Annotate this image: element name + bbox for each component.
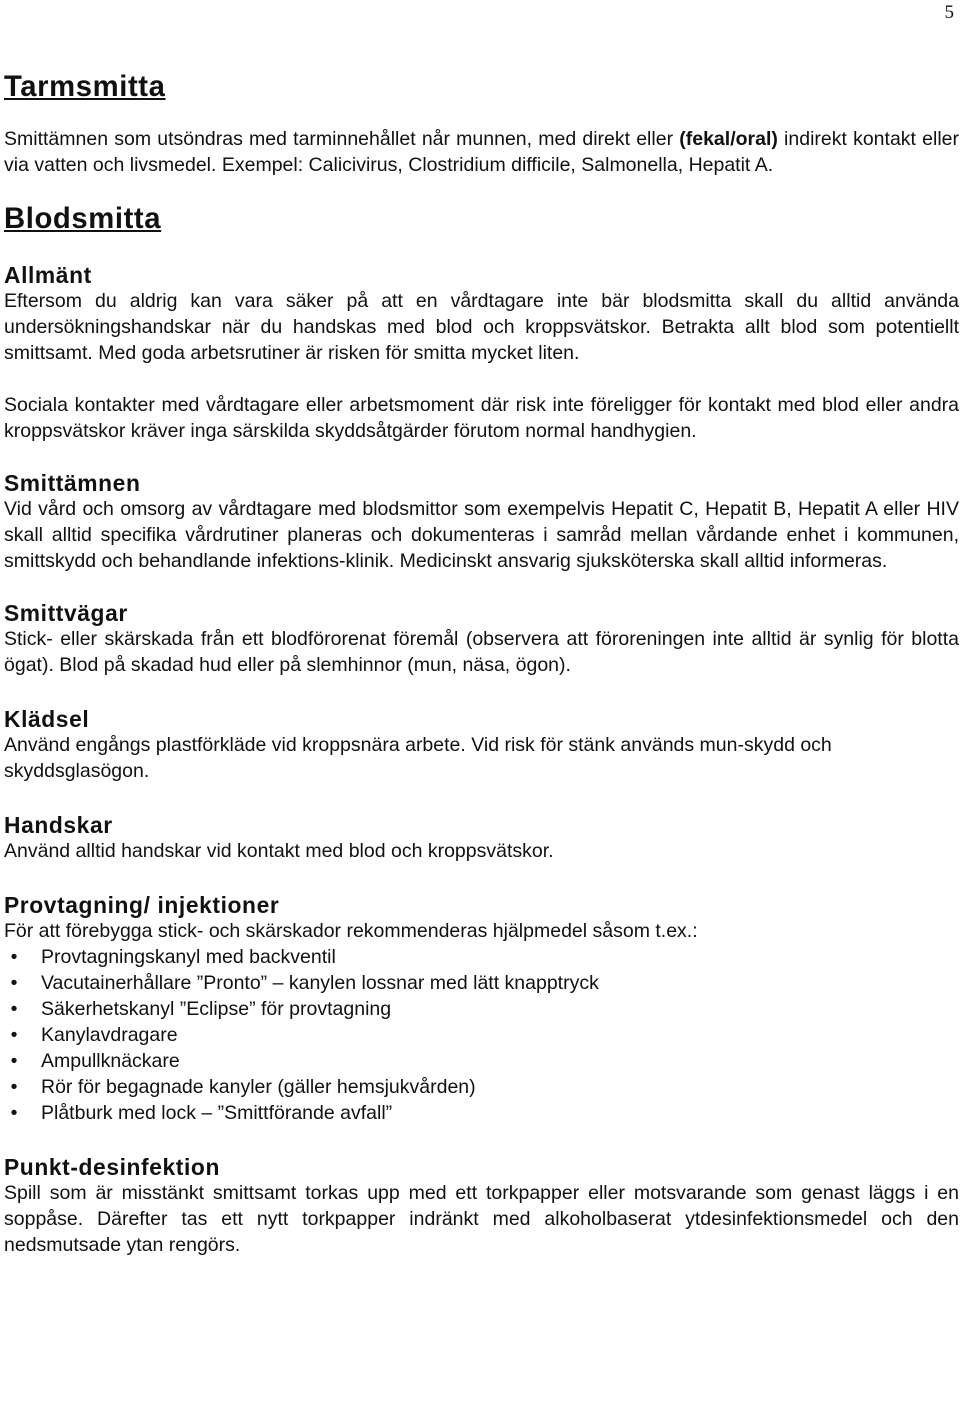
page-number: 5 xyxy=(944,2,954,23)
heading-provtagning-injektioner: Provtagning/ injektioner xyxy=(4,892,280,918)
heading-blodsmitta: Blodsmitta xyxy=(4,203,162,235)
heading-smittamnen: Smittämnen xyxy=(4,470,141,496)
document-body xyxy=(4,71,959,1258)
smittamnen-paragraph: Vid vård och omsorg av vårdtagare med blodsmittor som exempelvis Hepatit C, Hepatit B, Hepatit A eller HIV skall alltid specifika vårdrutiner planeras och dokumenteras i samråd mellan vårdande enhet i kommunen, smittskydd och behandlande infektions-klinik. Medicinskt ansvarig sjuksköterska skall alltid informeras. xyxy=(4,498,959,572)
heading-smittvagar: Smittvägar xyxy=(4,600,128,626)
list-item xyxy=(4,1022,959,1048)
list-item xyxy=(4,1100,959,1126)
heading-allmant: Allmänt xyxy=(4,262,92,288)
tarmsmitta-text-b: indirekt kontakt eller via vatten och livsmedel. Exempel: Calicivirus, Clostridium difficile, Salmonella, Hepatit A. xyxy=(4,128,959,176)
list-item-text: Kanylavdragare xyxy=(41,1024,178,1046)
handskar-paragraph: Använd alltid handskar vid kontakt med blod och kroppsvätskor. xyxy=(4,840,554,862)
bullet-icon: • xyxy=(10,1102,18,1124)
list-item xyxy=(4,970,959,996)
allmant-paragraph: Eftersom du aldrig kan vara säker på att en vårdtagare inte bär blodsmitta skall du alltid använda undersökningshandskar när du handskas med blod och kroppsvätskor. Betrakta allt blod som potentiellt smittsamt. Med goda arbetsrutiner är risken för smitta mycket liten. xyxy=(4,290,959,364)
heading-handskar: Handskar xyxy=(4,812,113,838)
list-item xyxy=(4,1048,959,1074)
bullet-icon: • xyxy=(10,1050,18,1072)
list-item-text: Rör för begagnade kanyler (gäller hemsjukvården) xyxy=(41,1076,476,1098)
list-item-text: Vacutainerhållare ”Pronto” – kanylen lossnar med lätt knapptryck xyxy=(41,972,599,994)
list-item xyxy=(4,944,959,970)
bullet-icon: • xyxy=(10,972,18,994)
bullet-icon: • xyxy=(10,1024,18,1046)
tarmsmitta-bold-fekal-oral: (fekal/oral) xyxy=(679,128,778,150)
bullet-icon: • xyxy=(10,946,18,968)
list-item-text: Säkerhetskanyl ”Eclipse” för provtagning xyxy=(41,998,392,1020)
bullet-icon: • xyxy=(10,1076,18,1098)
list-item-text: Ampullknäckare xyxy=(41,1050,180,1072)
heading-punkt-desinfektion: Punkt-desinfektion xyxy=(4,1154,220,1180)
smittvagar-paragraph: Stick- eller skärskada från ett blodförorenat föremål (observera att föroreningen inte alltid är synlig för blotta ögat). Blod på skadad hud eller på slemhinnor (mun, näsa, ögon). xyxy=(4,628,959,676)
sociala-kontakter-paragraph: Sociala kontakter med vårdtagare eller arbetsmoment där risk inte föreligger för kontakt med blod eller andra kroppsvätskor kräver inga särskilda skyddsåtgärder förutom normal handhygien. xyxy=(4,394,959,442)
tarmsmitta-text-a: Smittämnen som utsöndras med tarminnehållet når munnen, med direkt eller xyxy=(4,128,680,150)
list-item xyxy=(4,1074,959,1100)
list-item-text: Plåtburk med lock – ”Smittförande avfall” xyxy=(41,1102,393,1124)
heading-tarmsmitta: Tarmsmitta xyxy=(4,71,166,103)
heading-kladsel: Klädsel xyxy=(4,706,90,732)
punkt-desinfektion-paragraph: Spill som är misstänkt smittsamt torkas upp med ett torkpapper eller motsvarande som genast läggs i en soppåse. Därefter tas ett nytt torkpapper indränkt med alkoholbaserat ytdesinfektionsmedel och den nedsmutsade ytan rengörs. xyxy=(4,1182,959,1256)
list-item-text: Provtagningskanyl med backventil xyxy=(41,946,336,968)
list-item xyxy=(4,996,959,1022)
tarmsmitta-paragraph xyxy=(4,126,959,178)
bullet-icon: • xyxy=(10,998,18,1020)
provtagning-paragraph: För att förebygga stick- och skärskador rekommenderas hjälpmedel såsom t.ex.: xyxy=(4,920,698,942)
kladsel-paragraph: Använd engångs plastförkläde vid kroppsnära arbete. Vid risk för stänk används mun-skydd och skyddsglasögon. xyxy=(4,734,832,782)
provtagning-list xyxy=(4,944,959,1126)
